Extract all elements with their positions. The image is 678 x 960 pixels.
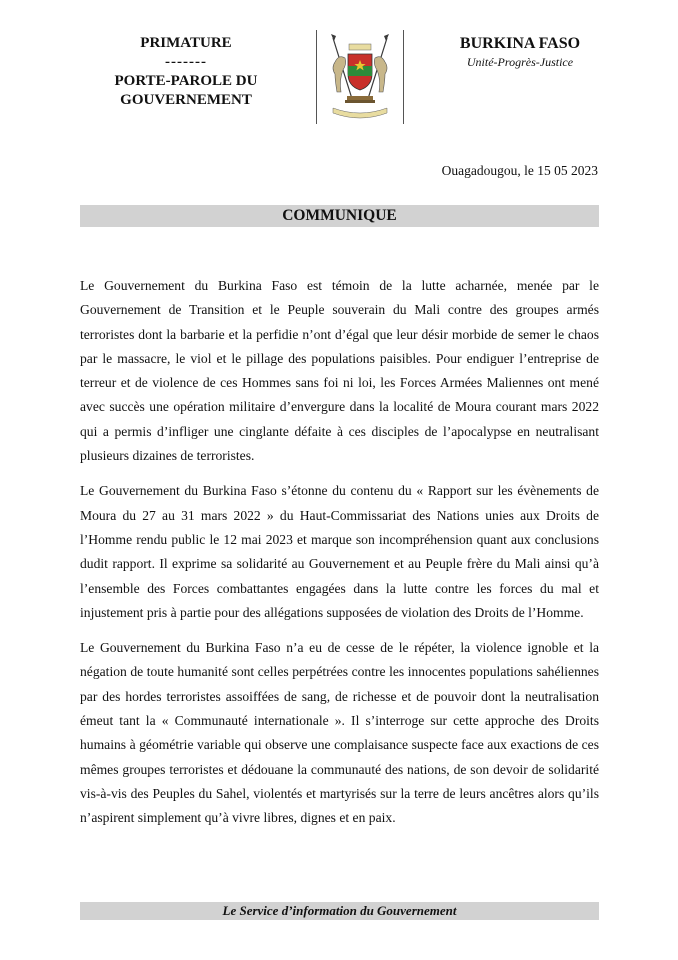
paragraph: Le Gouvernement du Burkina Faso est témoin de la lutte acharnée, menée par le Gouvernement de Transition et le Peuple souverain du Mali contre des groupes armés terroristes dont la barbarie et la perfidie n’ont d’égal que leur désir morbide de semer le chaos par le massacre, le viol et le pillage des populations paisibles. Pour endiguer l’entreprise de terreur et de violence de ces Hommes sans foi ni loi, les Forces Armées Maliennes ont mené avec succès une opération militaire d’envergure dans la localité de Moura courant mars 2022 qui a permis d’infliger une cinglante défaite à ces disciples de l’apocalypse en neutralisant plusieurs dizaines de terroristes. bbox=[80, 278, 599, 464]
paragraph: Le Gouvernement du Burkina Faso s’étonne du contenu du « Rapport sur les évènements de Moura du 27 au 31 mars 2022 » du Haut-Commissariat des Nations unies aux Droits de l’Homme rendu public le 12 mai 2023 et marque son incompréhension quant aux conclusions dudit rapport. Il exprime sa solidarité au Gouvernement et au Peuple frère du Mali ainsi qu’à l’ensemble des Forces combattantes engagées dans la lutte contre les forces du mal et injustement pris à partie pour des allégations supposées de violation des Droits de l’Homme. bbox=[80, 483, 599, 620]
emblem-frame bbox=[316, 30, 404, 124]
issuer-block bbox=[96, 34, 276, 110]
country-block bbox=[440, 34, 600, 70]
communique-body bbox=[80, 274, 599, 842]
issuer-line-gouvernement: GOUVERNEMENT bbox=[120, 92, 252, 108]
country-name: BURKINA FASO bbox=[459, 35, 581, 52]
signature-footer: Le Service d’information du Gouvernement bbox=[80, 902, 599, 920]
document-title: COMMUNIQUE bbox=[80, 205, 599, 227]
date-line: Ouagadougou, le 15 05 2023 bbox=[441, 163, 598, 178]
issuer-line-porte-parole: PORTE-PAROLE DU bbox=[114, 73, 258, 89]
coat-of-arms-emblem-icon bbox=[323, 32, 397, 122]
issuer-separator: ------- bbox=[165, 54, 207, 70]
country-motto: Unité-Progrès-Justice bbox=[466, 55, 574, 69]
paragraph: Le Gouvernement du Burkina Faso n’a eu de cesse de le répéter, la violence ignoble et la négation de toute humanité sont celles perpétrées contre les innocentes populations sahéliennes par des hordes terroristes assoiffées de sang, de richesse et de pouvoir dont la neutralisation émeut tant la « Communauté internationale ». Il s’interroge sur cette approche des Droits humains à géométrie variable qui observe une complaisance suspecte face aux exactions de ces mêmes groupes terroristes et dédouane la communauté des nations, de son devoir de solidarité vis-à-vis des Peuples du Sahel, violentés et martyrisés sur la terre de leurs ancêtres alors qu’ils n’aspirent simplement qu’à vivre libres, dignes et en paix. bbox=[80, 640, 599, 826]
issuer-line-primature: PRIMATURE bbox=[140, 35, 232, 51]
